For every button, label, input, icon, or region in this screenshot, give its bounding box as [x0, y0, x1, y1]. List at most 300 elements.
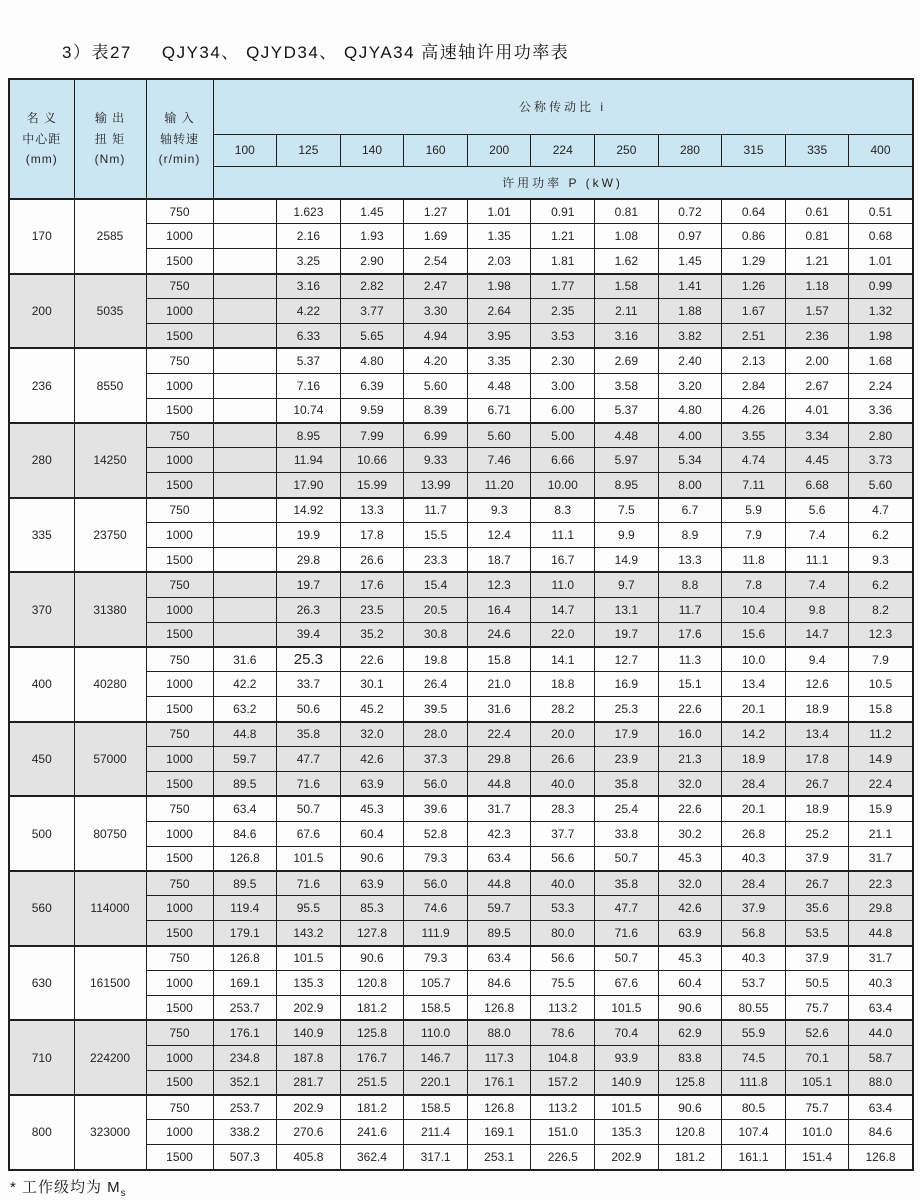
power-value-cell: 2.67 [785, 373, 849, 398]
power-value-cell: 50.7 [595, 946, 659, 971]
footnote-text: * 工作级均为 M [10, 1179, 121, 1196]
power-value-cell: 90.6 [658, 1095, 722, 1120]
power-value-cell: 47.7 [595, 896, 659, 921]
corner-header-0: 名 义 中心距 (mm) [9, 79, 74, 199]
power-value-cell: 17.8 [785, 747, 849, 772]
power-value-cell: 25.3 [595, 697, 659, 722]
power-value-cell: 3.36 [849, 398, 913, 423]
power-value-cell: 44.0 [849, 1020, 913, 1045]
power-value-cell: 11.7 [404, 498, 468, 523]
power-value-cell: 125.8 [658, 1070, 722, 1095]
power-value-cell: 18.7 [467, 547, 531, 572]
power-value-cell: 0.86 [722, 224, 786, 249]
table-row [9, 647, 913, 672]
power-value-cell: 42.6 [340, 747, 404, 772]
power-value-cell: 22.6 [340, 647, 404, 672]
power-value-cell: 11.0 [531, 572, 595, 597]
power-value-cell: 74.5 [722, 1045, 786, 1070]
power-value-cell: 135.3 [595, 1120, 659, 1145]
power-value-cell: 1.68 [849, 348, 913, 373]
power-value-cell: 111.8 [722, 1070, 786, 1095]
power-value-cell: 35.8 [595, 871, 659, 896]
power-value-cell: 35.8 [277, 722, 341, 747]
power-value-cell: 181.2 [658, 1145, 722, 1170]
center-distance-cell: 370 [9, 572, 74, 647]
power-value-cell: 17.6 [658, 622, 722, 647]
power-value-cell: 25.2 [785, 821, 849, 846]
power-value-cell: 31.6 [213, 647, 277, 672]
power-value-cell: 253.7 [213, 1095, 277, 1120]
power-value-cell: 84.6 [849, 1120, 913, 1145]
power-value-cell: 9.3 [849, 547, 913, 572]
table-row [9, 1020, 913, 1045]
power-value-cell: 5.37 [595, 398, 659, 423]
power-value-cell [213, 572, 277, 597]
ratio-column-header: 100 [213, 134, 277, 166]
power-value-cell: 2.40 [658, 348, 722, 373]
power-value-cell: 11.1 [785, 547, 849, 572]
power-value-cell: 15.8 [849, 697, 913, 722]
power-value-cell: 13.4 [722, 672, 786, 697]
power-value-cell: 2.82 [340, 274, 404, 299]
speed-cell: 750 [146, 1095, 213, 1120]
power-value-cell: 70.1 [785, 1045, 849, 1070]
speed-cell: 1000 [146, 523, 213, 548]
power-value-cell: 9.8 [785, 597, 849, 622]
power-value-cell: 18.9 [785, 697, 849, 722]
power-value-cell: 0.91 [531, 199, 595, 224]
power-value-cell: 8.8 [658, 572, 722, 597]
power-value-cell: 89.5 [467, 921, 531, 946]
power-value-cell: 35.2 [340, 622, 404, 647]
power-value-cell: 40.3 [849, 971, 913, 996]
power-value-cell: 5.60 [849, 473, 913, 498]
power-value-cell: 53.5 [785, 921, 849, 946]
power-value-cell: 63.9 [658, 921, 722, 946]
power-value-cell: 28.2 [531, 697, 595, 722]
center-distance-cell: 450 [9, 722, 74, 797]
power-value-cell: 17.6 [340, 572, 404, 597]
power-value-cell: 125.8 [340, 1020, 404, 1045]
power-value-cell: 18.9 [722, 747, 786, 772]
power-value-cell: 5.60 [467, 423, 531, 448]
power-value-cell: 12.3 [849, 622, 913, 647]
power-value-cell: 2.03 [467, 249, 531, 274]
power-value-cell: 10.66 [340, 448, 404, 473]
power-value-cell: 32.0 [340, 722, 404, 747]
power-value-cell: 14.1 [531, 647, 595, 672]
power-value-cell: 35.8 [595, 771, 659, 796]
power-value-cell: 2.84 [722, 373, 786, 398]
power-value-cell: 161.1 [722, 1145, 786, 1170]
power-value-cell: 11.1 [531, 523, 595, 548]
power-value-cell: 7.4 [785, 572, 849, 597]
power-value-cell: 17.8 [340, 523, 404, 548]
power-value-cell: 35.6 [785, 896, 849, 921]
power-value-cell: 104.8 [531, 1045, 595, 1070]
power-value-cell: 18.9 [785, 796, 849, 821]
power-value-cell: 3.35 [467, 348, 531, 373]
power-value-cell: 101.5 [277, 846, 341, 871]
power-value-cell: 63.2 [213, 697, 277, 722]
power-value-cell: 3.30 [404, 299, 468, 324]
power-value-cell: 281.7 [277, 1070, 341, 1095]
power-value-cell: 55.9 [722, 1020, 786, 1045]
power-value-cell: 6.2 [849, 523, 913, 548]
power-value-cell: 26.6 [531, 747, 595, 772]
power-value-cell [213, 323, 277, 348]
power-value-cell: 8.95 [595, 473, 659, 498]
torque-cell: 31380 [74, 572, 146, 647]
power-value-cell: 39.4 [277, 622, 341, 647]
power-value-cell: 89.5 [213, 871, 277, 896]
center-distance-cell: 710 [9, 1020, 74, 1095]
power-value-cell: 105.7 [404, 971, 468, 996]
table-row [9, 199, 913, 224]
power-value-cell: 1.41 [658, 274, 722, 299]
power-value-cell [213, 373, 277, 398]
power-value-cell: 11.94 [277, 448, 341, 473]
center-distance-cell: 800 [9, 1095, 74, 1170]
power-value-cell: 1.35 [467, 224, 531, 249]
power-value-cell: 11.20 [467, 473, 531, 498]
center-distance-cell: 200 [9, 274, 74, 349]
power-value-cell: 28.4 [722, 771, 786, 796]
power-value-cell: 140.9 [595, 1070, 659, 1095]
power-value-cell: 85.3 [340, 896, 404, 921]
power-value-cell: 26.4 [404, 672, 468, 697]
power-value-cell: 31.7 [849, 946, 913, 971]
power-value-cell: 59.7 [467, 896, 531, 921]
power-value-cell: 21.1 [849, 821, 913, 846]
power-value-cell: 37.7 [531, 821, 595, 846]
power-value-cell: 158.5 [404, 1095, 468, 1120]
speed-cell: 1500 [146, 323, 213, 348]
power-value-cell: 26.6 [340, 547, 404, 572]
power-rating-table [8, 78, 914, 1171]
power-value-cell: 3.77 [340, 299, 404, 324]
speed-cell: 750 [146, 498, 213, 523]
speed-cell: 750 [146, 274, 213, 299]
power-value-cell: 90.6 [340, 846, 404, 871]
power-value-cell: 33.8 [595, 821, 659, 846]
power-value-cell: 13.4 [785, 722, 849, 747]
table-row [9, 796, 913, 821]
speed-cell: 1500 [146, 1145, 213, 1170]
power-value-cell: 67.6 [277, 821, 341, 846]
power-value-cell: 2.51 [722, 323, 786, 348]
power-value-cell: 40.3 [722, 846, 786, 871]
table-row [9, 423, 913, 448]
power-value-cell: 15.99 [340, 473, 404, 498]
power-value-cell [213, 224, 277, 249]
torque-cell: 8550 [74, 348, 146, 423]
power-value-cell: 9.4 [785, 647, 849, 672]
power-value-cell: 187.8 [277, 1045, 341, 1070]
torque-cell: 5035 [74, 274, 146, 349]
speed-cell: 1000 [146, 1120, 213, 1145]
power-value-cell: 3.53 [531, 323, 595, 348]
power-header: 许用功率 P (kW) [213, 166, 913, 199]
power-value-cell: 40.0 [531, 871, 595, 896]
power-value-cell: 113.2 [531, 1095, 595, 1120]
power-value-cell: 60.4 [658, 971, 722, 996]
power-value-cell: 80.0 [531, 921, 595, 946]
power-value-cell: 146.7 [404, 1045, 468, 1070]
table-row [9, 722, 913, 747]
power-value-cell: 3.34 [785, 423, 849, 448]
power-value-cell: 8.3 [531, 498, 595, 523]
power-value-cell: 23.9 [595, 747, 659, 772]
table-number-label: 3）表27 [62, 43, 132, 62]
power-value-cell: 176.1 [467, 1070, 531, 1095]
footnote [10, 1176, 127, 1199]
power-value-cell: 9.9 [595, 523, 659, 548]
power-value-cell [213, 299, 277, 324]
power-value-cell: 110.0 [404, 1020, 468, 1045]
center-distance-cell: 400 [9, 647, 74, 722]
power-value-cell: 2.69 [595, 348, 659, 373]
power-value-cell: 84.6 [213, 821, 277, 846]
power-value-cell: 1.08 [595, 224, 659, 249]
power-value-cell: 79.3 [404, 846, 468, 871]
power-value-cell: 1.98 [467, 274, 531, 299]
power-value-cell: 8.95 [277, 423, 341, 448]
power-value-cell: 5.9 [722, 498, 786, 523]
power-value-cell: 7.16 [277, 373, 341, 398]
power-value-cell: 28.0 [404, 722, 468, 747]
power-value-cell: 270.6 [277, 1120, 341, 1145]
power-value-cell: 126.8 [213, 946, 277, 971]
torque-cell: 224200 [74, 1020, 146, 1095]
power-value-cell: 1.27 [404, 199, 468, 224]
torque-cell: 40280 [74, 647, 146, 722]
speed-cell: 1500 [146, 547, 213, 572]
power-value-cell: 52.6 [785, 1020, 849, 1045]
power-value-cell: 15.5 [404, 523, 468, 548]
power-value-cell: 24.6 [467, 622, 531, 647]
power-value-cell: 1.88 [658, 299, 722, 324]
ratio-column-header: 335 [785, 134, 849, 166]
ratio-column-header: 400 [849, 134, 913, 166]
power-value-cell: 50.7 [277, 796, 341, 821]
ratio-column-header: 315 [722, 134, 786, 166]
power-value-cell: 7.8 [722, 572, 786, 597]
power-value-cell: 6.39 [340, 373, 404, 398]
power-value-cell: 17.9 [595, 722, 659, 747]
power-value-cell: 158.5 [404, 996, 468, 1021]
power-value-cell: 75.7 [785, 1095, 849, 1120]
power-value-cell: 20.0 [531, 722, 595, 747]
torque-cell: 57000 [74, 722, 146, 797]
power-value-cell: 135.3 [277, 971, 341, 996]
power-value-cell: 2.47 [404, 274, 468, 299]
power-value-cell: 2.13 [722, 348, 786, 373]
power-value-cell: 2.54 [404, 249, 468, 274]
power-value-cell: 31.7 [467, 796, 531, 821]
power-value-cell: 29.8 [849, 896, 913, 921]
power-value-cell: 31.7 [849, 846, 913, 871]
ratio-column-header: 125 [277, 134, 341, 166]
power-value-cell: 89.5 [213, 771, 277, 796]
power-value-cell: 58.7 [849, 1045, 913, 1070]
power-value-cell: 169.1 [467, 1120, 531, 1145]
ratio-column-header: 224 [531, 134, 595, 166]
speed-cell: 1500 [146, 622, 213, 647]
power-value-cell: 1.77 [531, 274, 595, 299]
power-value-cell: 14.7 [785, 622, 849, 647]
power-value-cell: 181.2 [340, 1095, 404, 1120]
power-value-cell: 1.26 [722, 274, 786, 299]
power-value-cell [213, 622, 277, 647]
power-value-cell: 70.4 [595, 1020, 659, 1045]
power-value-cell: 12.6 [785, 672, 849, 697]
power-value-cell: 14.92 [277, 498, 341, 523]
power-value-cell: 45.2 [340, 697, 404, 722]
power-value-cell: 3.25 [277, 249, 341, 274]
power-value-cell: 9.7 [595, 572, 659, 597]
power-value-cell: 56.8 [722, 921, 786, 946]
power-value-cell: 26.7 [785, 871, 849, 896]
power-value-cell: 6.99 [404, 423, 468, 448]
power-value-cell: 8.00 [658, 473, 722, 498]
power-value-cell: 6.00 [531, 398, 595, 423]
power-value-cell: 7.9 [849, 647, 913, 672]
power-value-cell: 32.0 [658, 871, 722, 896]
speed-cell: 1000 [146, 224, 213, 249]
power-value-cell: 63.4 [849, 996, 913, 1021]
power-value-cell: 7.11 [722, 473, 786, 498]
power-value-cell: 74.6 [404, 896, 468, 921]
power-value-cell: 352.1 [213, 1070, 277, 1095]
corner-header-2: 输 入 轴转速 (r/min) [146, 79, 213, 199]
power-value-cell: 90.6 [658, 996, 722, 1021]
power-value-cell: 4.20 [404, 348, 468, 373]
power-value-cell: 22.6 [658, 796, 722, 821]
power-value-cell: 4.48 [467, 373, 531, 398]
power-value-cell: 1.93 [340, 224, 404, 249]
speed-cell: 1500 [146, 1070, 213, 1095]
power-value-cell: 22.4 [849, 771, 913, 796]
power-value-cell [213, 348, 277, 373]
table-row [9, 946, 913, 971]
power-value-cell: 10.0 [722, 647, 786, 672]
power-value-cell: 1.01 [467, 199, 531, 224]
power-value-cell: 3.73 [849, 448, 913, 473]
power-value-cell: 40.3 [722, 946, 786, 971]
power-value-cell: 63.4 [467, 946, 531, 971]
power-value-cell: 1.45 [340, 199, 404, 224]
power-value-cell: 16.0 [658, 722, 722, 747]
power-value-cell: 22.0 [531, 622, 595, 647]
power-value-cell: 143.2 [277, 921, 341, 946]
power-value-cell: 11.3 [658, 647, 722, 672]
speed-cell: 1500 [146, 473, 213, 498]
power-value-cell: 9.3 [467, 498, 531, 523]
power-value-cell: 151.4 [785, 1145, 849, 1170]
power-value-cell [213, 423, 277, 448]
power-value-cell: 5.37 [277, 348, 341, 373]
power-value-cell: 88.0 [849, 1070, 913, 1095]
ratio-column-header: 160 [404, 134, 468, 166]
power-value-cell: 3.16 [277, 274, 341, 299]
power-value-cell: 83.8 [658, 1045, 722, 1070]
power-value-cell: 6.33 [277, 323, 341, 348]
power-value-cell: 63.4 [849, 1095, 913, 1120]
power-value-cell: 13.3 [658, 547, 722, 572]
power-value-cell: 101.5 [595, 1095, 659, 1120]
center-distance-cell: 280 [9, 423, 74, 498]
power-value-cell: 4.7 [849, 498, 913, 523]
power-value-cell: 7.4 [785, 523, 849, 548]
power-value-cell: 6.7 [658, 498, 722, 523]
power-value-cell: 78.6 [531, 1020, 595, 1045]
power-value-cell: 62.9 [658, 1020, 722, 1045]
power-value-cell: 507.3 [213, 1145, 277, 1170]
power-value-cell: 253.1 [467, 1145, 531, 1170]
power-value-cell: 8.2 [849, 597, 913, 622]
power-value-cell: 20.1 [722, 796, 786, 821]
power-value-cell: 0.97 [658, 224, 722, 249]
power-value-cell: 181.2 [340, 996, 404, 1021]
power-value-cell: 26.3 [277, 597, 341, 622]
power-value-cell: 12.3 [467, 572, 531, 597]
power-value-cell: 16.9 [595, 672, 659, 697]
power-value-cell: 10.5 [849, 672, 913, 697]
power-value-cell: 30.1 [340, 672, 404, 697]
power-value-cell: 12.4 [467, 523, 531, 548]
speed-cell: 1500 [146, 697, 213, 722]
power-value-cell: 5.65 [340, 323, 404, 348]
speed-cell: 1000 [146, 448, 213, 473]
ratio-column-header: 200 [467, 134, 531, 166]
power-value-cell: 15.1 [658, 672, 722, 697]
power-value-cell: 0.61 [785, 199, 849, 224]
power-value-cell: 6.71 [467, 398, 531, 423]
power-value-cell: 21.3 [658, 747, 722, 772]
power-value-cell: 8.39 [404, 398, 468, 423]
power-value-cell: 13.3 [340, 498, 404, 523]
power-value-cell: 211.4 [404, 1120, 468, 1145]
speed-cell: 1000 [146, 597, 213, 622]
speed-cell: 750 [146, 722, 213, 747]
power-value-cell: 1.623 [277, 199, 341, 224]
power-value-cell: 10.00 [531, 473, 595, 498]
power-value-cell: 202.9 [277, 1095, 341, 1120]
power-value-cell: 56.6 [531, 946, 595, 971]
power-value-cell: 234.8 [213, 1045, 277, 1070]
power-value-cell: 176.1 [213, 1020, 277, 1045]
power-value-cell: 0.51 [849, 199, 913, 224]
power-value-cell: 6.2 [849, 572, 913, 597]
power-value-cell: 5.34 [658, 448, 722, 473]
center-distance-cell: 236 [9, 348, 74, 423]
power-value-cell: 0.68 [849, 224, 913, 249]
power-value-cell: 1.18 [785, 274, 849, 299]
power-value-cell: 317.1 [404, 1145, 468, 1170]
power-value-cell: 120.8 [340, 971, 404, 996]
power-value-cell: 1.21 [785, 249, 849, 274]
power-value-cell: 4.26 [722, 398, 786, 423]
power-value-cell: 113.2 [531, 996, 595, 1021]
power-value-cell: 126.8 [849, 1145, 913, 1170]
power-value-cell: 202.9 [595, 1145, 659, 1170]
table-row [9, 498, 913, 523]
power-value-cell: 40.0 [531, 771, 595, 796]
power-value-cell: 176.7 [340, 1045, 404, 1070]
power-value-cell: 1.69 [404, 224, 468, 249]
power-value-cell: 20.5 [404, 597, 468, 622]
